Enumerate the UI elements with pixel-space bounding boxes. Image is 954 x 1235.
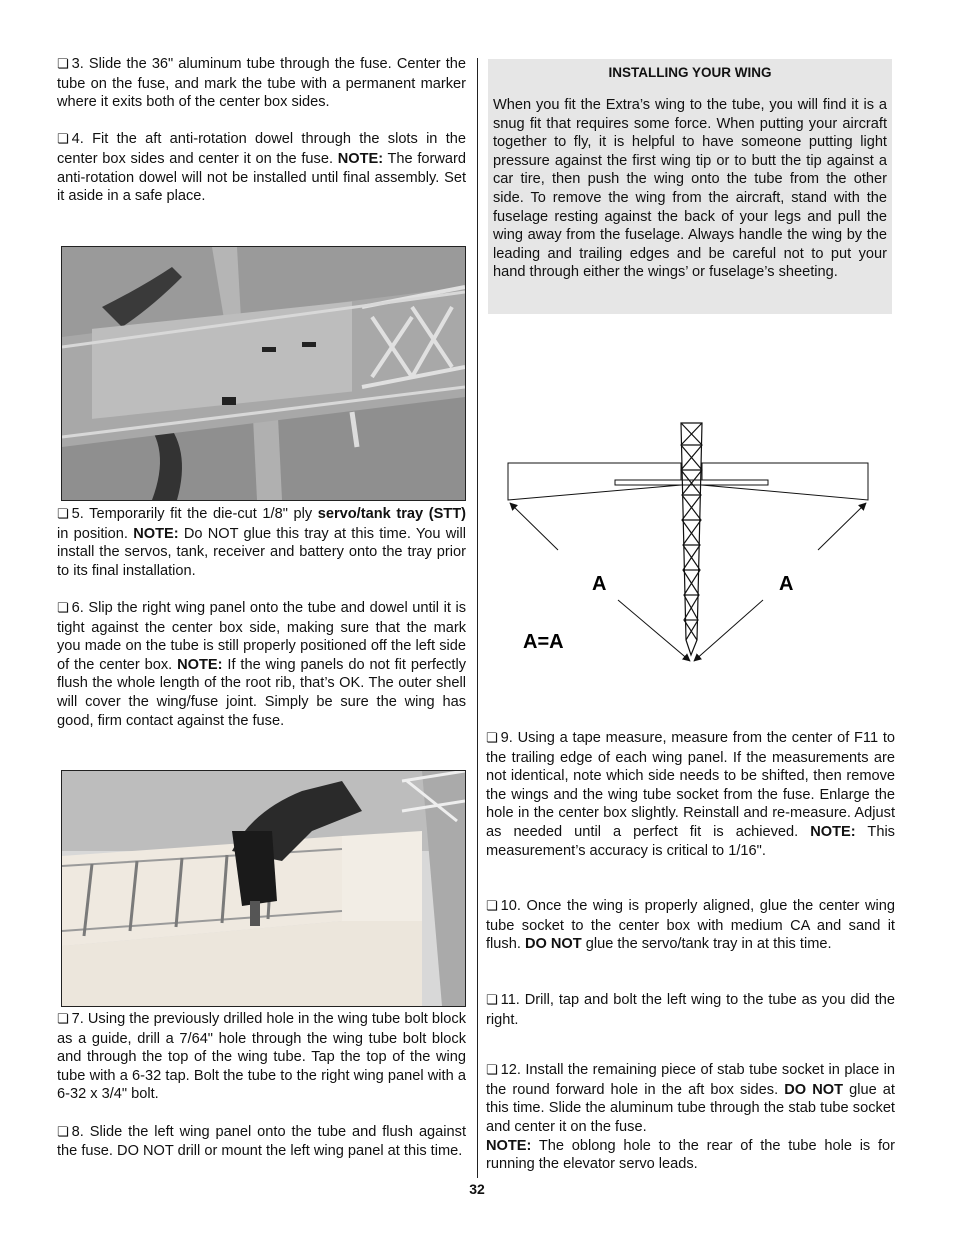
checkbox-icon[interactable]: ❏ (486, 731, 498, 746)
note-label: NOTE: (810, 823, 856, 840)
step-9-text-cont: This measurement’s accuracy is critical to 1/16". (486, 823, 895, 859)
step-6 (57, 599, 466, 730)
step-7-text: 7. Using the previously drilled hole in the wing tube bolt block as a guide, drill a 7/64" hole through the wing tube bolt block and through the top of the wing tube. Tap the top of the wing tube with a 6-32 tap. Bolt the tube to the right wing panel with a 6-32 x 3/4" bolt. (57, 1011, 466, 1103)
step-5-text-cont: Do NOT glue this tray at this time. You will install the servos, tank, receiver and battery onto the tray prior to its final installation. (57, 525, 466, 579)
fuselage-truss (681, 423, 702, 655)
step-12 (486, 1061, 895, 1174)
note-label: NOTE: (486, 1137, 532, 1154)
checkbox-icon[interactable]: ❏ (57, 600, 69, 616)
left-column-bottom (57, 1010, 466, 1161)
info-box-title: INSTALLING YOUR WING (608, 65, 772, 80)
checkbox-icon[interactable]: ❏ (57, 1124, 69, 1140)
step-10-text: 10. Once the wing is properly aligned, glue the center wing tube socket to the center box with medium CA and sand it flush. (486, 898, 895, 953)
checkbox-icon[interactable]: ❏ (486, 899, 498, 915)
step-6-text: 6. Slip the right wing panel onto the tube and dowel until it is tight against the center box side, making sure that the mark you made on the tube is still properly positioned off the left side of the center box. (57, 599, 466, 673)
note-label: NOTE: (337, 150, 384, 167)
fuselage-center-box-photo (61, 246, 466, 501)
step-5-text-mid: in position. (57, 525, 134, 542)
step-9 (486, 729, 895, 860)
drilling-wing-tube-photo (61, 770, 466, 1007)
checkbox-icon[interactable]: ❏ (57, 132, 69, 148)
column-divider (477, 58, 478, 1178)
right-column-steps (486, 729, 895, 1174)
do-not-label: DO NOT (524, 936, 582, 953)
step-5-text: 5. Temporarily fit the die-cut 1/8" ply (71, 506, 318, 522)
step-12-note-text: The oblong hole to the rear of the tube hole is for running the elevator servo leads. (486, 1137, 895, 1173)
step-10-text-cont: glue the servo/tank tray in at this time. (581, 936, 832, 953)
checkbox-icon[interactable]: ❏ (57, 507, 69, 522)
step-4-text-cont: The forward anti-rotation dowel will not be installed until final assembly. Set it aside in a safe place. (57, 150, 467, 205)
checkbox-icon[interactable]: ❏ (57, 1012, 69, 1027)
step-12-text: 12. Install the remaining piece of stab tube socket in place in the round forward hole in the aft box sides. (486, 1062, 895, 1098)
page-number: 32 (469, 1181, 485, 1197)
step-8-text: 8. Slide the left wing panel onto the tube and flush against the fuse. DO NOT drill or mount the left wing panel at this time. (57, 1123, 466, 1160)
step-5 (57, 505, 466, 580)
installing-wing-info-box (488, 59, 892, 314)
wing-alignment-diagram (498, 415, 898, 675)
checkbox-icon[interactable]: ❏ (486, 1063, 498, 1079)
step-11 (486, 991, 895, 1029)
label-a-right: A (779, 573, 794, 595)
checkbox-icon[interactable]: ❏ (486, 992, 498, 1008)
equation-label: A=A (523, 631, 564, 653)
step-11-text: 11. Drill, tap and bolt the left wing to the tube as you did the right. (486, 991, 895, 1028)
step-9-text: 9. Using a tape measure, measure from the center of F11 to the trailing edge of each wing panel. If the measurements are not identical, note which side needs to be shifted, then remove the wings and the wing tube socket from the fuse. Enlarge the hole in the center box slightly. Reinstall and re-measure. Adjust as needed until a perfect fit is achieved. (486, 730, 895, 840)
step-12-text-cont: glue at this time. Slide the aluminum tube through the stab tube socket and center it on the fuse. (486, 1081, 895, 1135)
label-a-left: A (592, 573, 607, 595)
step-4 (57, 130, 466, 205)
note-label: NOTE: (177, 656, 223, 673)
step-8 (57, 1123, 466, 1161)
step-10 (486, 897, 895, 954)
info-box-body: When you fit the Extra’s wing to the tube, you will find it is a snug fit that requires some force. When putting your aircraft together to fly, it is helpful to have someone putting light pressure against the first wing tip or to butt the tip against a car tire, then push the wing onto the tube from the other side. To remove the wing from the aircraft, stand with the fuselage resting against the back of your legs and pull the wing away from the fuselage. Always handle the wing by the leading and trailing edges and be careful not to put your hand through either the wings’ or fuselage’s sheeting. (493, 97, 887, 281)
step-3 (57, 55, 466, 112)
step-4-text: 4. Fit the aft anti-rotation dowel through the slots in the center box sides and center it on the fuse. (57, 131, 466, 167)
left-column (57, 55, 466, 206)
step-7 (57, 1010, 466, 1104)
servo-tank-tray-label: servo/tank tray (STT) (317, 506, 466, 522)
step-6-text-cont: If the wing panels do not fit perfectly flush the whole length of the root rib, that’s OK. The outer shell will cover the wing/fuse joint. Simply be sure the wing has good, firm contact against the fuse. (57, 656, 466, 729)
step-3-text: 3. Slide the 36" aluminum tube through the fuse. Center the tube on the fuse, and mark the tube with a permanent marker where it exits both of the center box sides. (57, 56, 466, 111)
do-not-label: DO NOT (784, 1081, 844, 1098)
note-label: NOTE: (133, 525, 179, 542)
left-column-mid (57, 505, 466, 730)
checkbox-icon[interactable]: ❏ (57, 57, 69, 72)
